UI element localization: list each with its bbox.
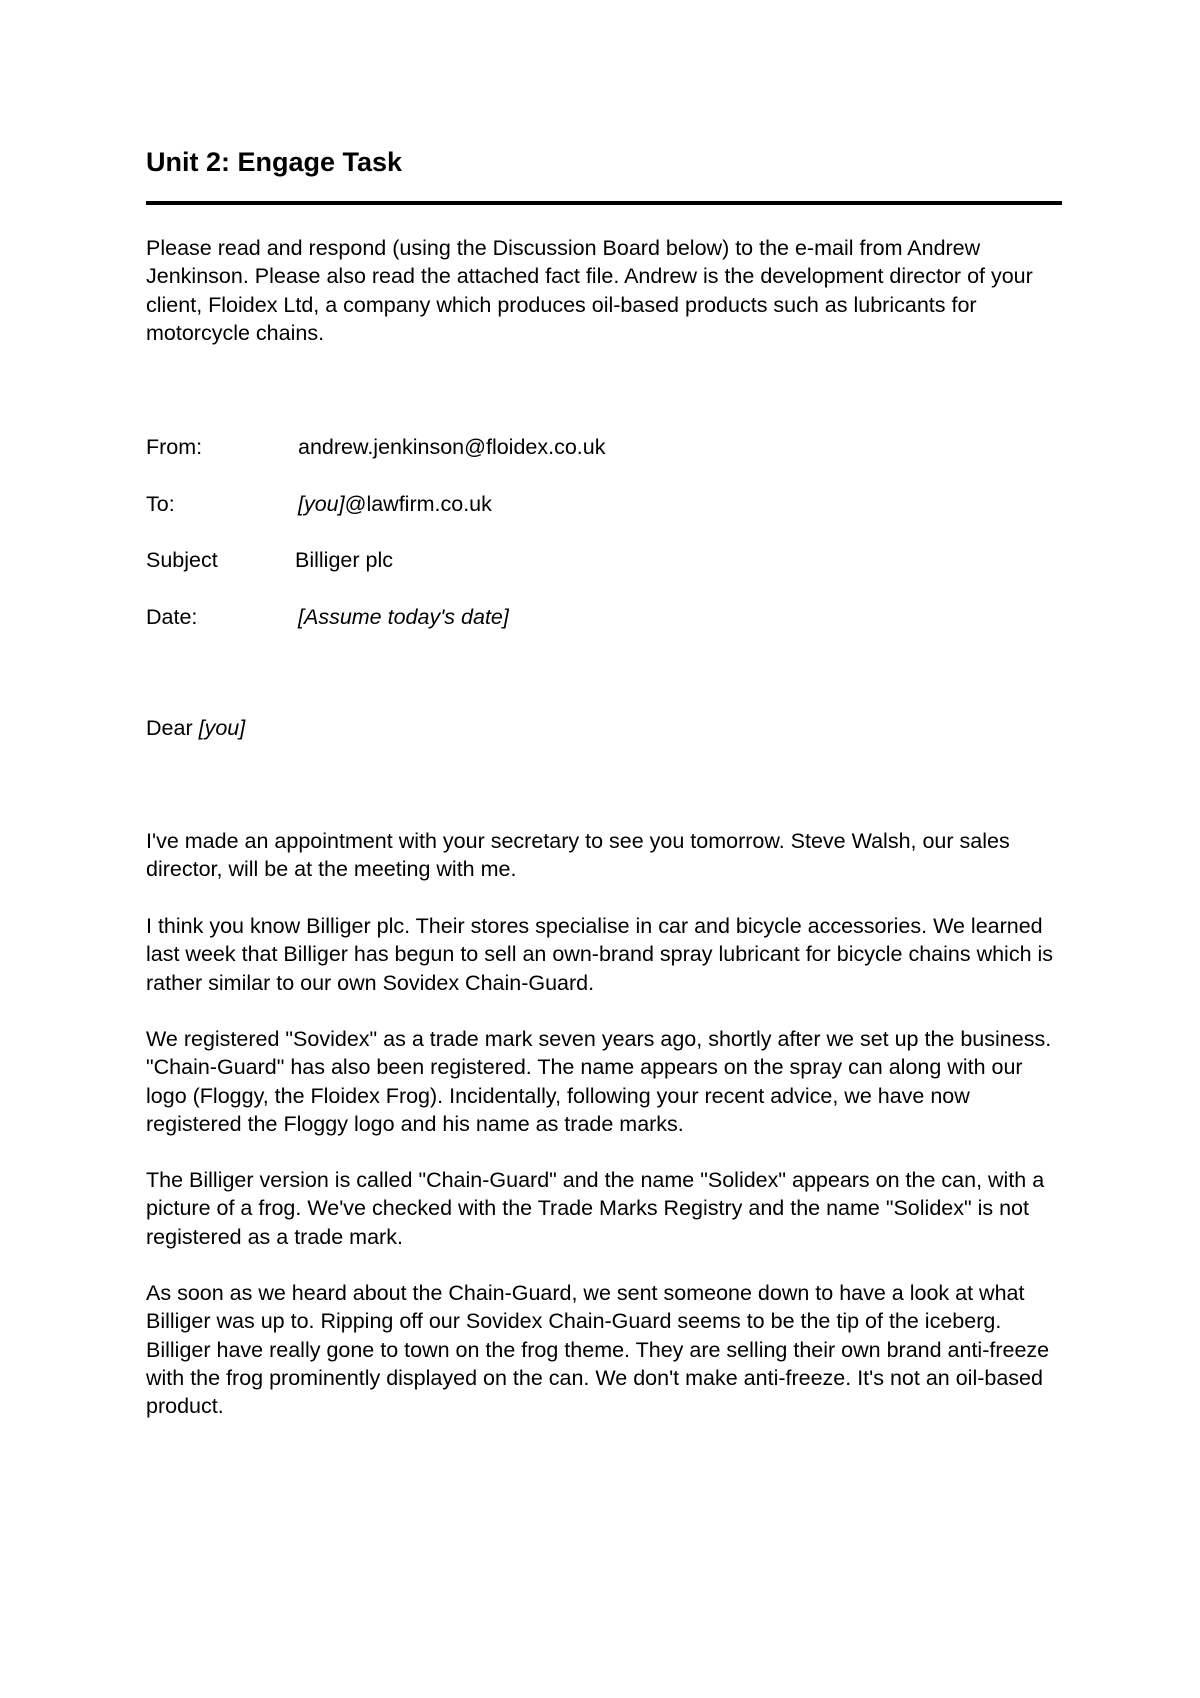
email-to-value <box>298 490 492 518</box>
email-date-row <box>146 603 1064 631</box>
intro-paragraph: Please read and respond (using the Discussion Board below) to the e-mail from Andrew Jenkinson. Please also read the attached fact file. Andrew is the development director of your client, Floidex Ltd, a company which produces oil-based products such as lubricants for motorcycle chains. <box>146 236 1033 345</box>
salutation-greeting: Dear <box>146 716 193 740</box>
email-to-row <box>146 490 1064 518</box>
page-title: Unit 2: Engage Task <box>146 147 403 177</box>
body-paragraph-5: As soon as we heard about the Chain-Guard, we sent someone down to have a look at what Billiger was up to. Ripping off our Sovidex Chain-Guard seems to be the tip of the iceberg. Billiger have really gone to town on the frog theme. They are selling their own brand anti-freeze with the frog prominently displayed on the can. We don't make anti-freeze. It's not an oil-based product. <box>146 1281 1050 1419</box>
body-paragraph-3: We registered "Sovidex" as a trade mark seven years ago, shortly after we set up the business. "Chain-Guard" has also been registered. The name appears on the spray can along with our logo (Floggy, the Floidex Frog). Incidentally, following your recent advice, we have now registered the Floggy logo and his name as trade marks. <box>146 1027 1052 1136</box>
email-to-label: To: <box>146 492 175 516</box>
body-paragraph-2: I think you know Billiger plc. Their stores specialise in car and bicycle accessories. We learned last week that Billiger has begun to sell an own-brand spray lubricant for bicycle chains which is rather similar to our own Sovidex Chain-Guard. <box>146 914 1054 995</box>
email-subject-row <box>146 546 1064 574</box>
email-from-row <box>146 433 1064 461</box>
salutation-name: [you] <box>198 716 246 740</box>
email-to-domain: @lawfirm.co.uk <box>344 492 492 516</box>
email-date-label: Date: <box>146 605 198 629</box>
email-salutation <box>146 714 245 742</box>
email-subject-label: Subject <box>146 548 218 572</box>
email-date-value: [Assume today's date] <box>298 605 509 629</box>
email-from-value: andrew.jenkinson@floidex.co.uk <box>298 435 606 459</box>
title-divider <box>146 201 1062 205</box>
email-from-label: From: <box>146 435 203 459</box>
email-to-placeholder: [you] <box>298 492 345 516</box>
body-paragraph-4: The Billiger version is called "Chain-Guard" and the name "Solidex" appears on the can, with a picture of a frog. We've checked with the Trade Marks Registry and the name "Solidex" is not registered as a trade mark. <box>146 1168 1045 1249</box>
body-paragraph-1: I've made an appointment with your secretary to see you tomorrow. Steve Walsh, our sales director, will be at the meeting with me. <box>146 829 1010 882</box>
email-subject-value: Billiger plc <box>295 548 393 572</box>
